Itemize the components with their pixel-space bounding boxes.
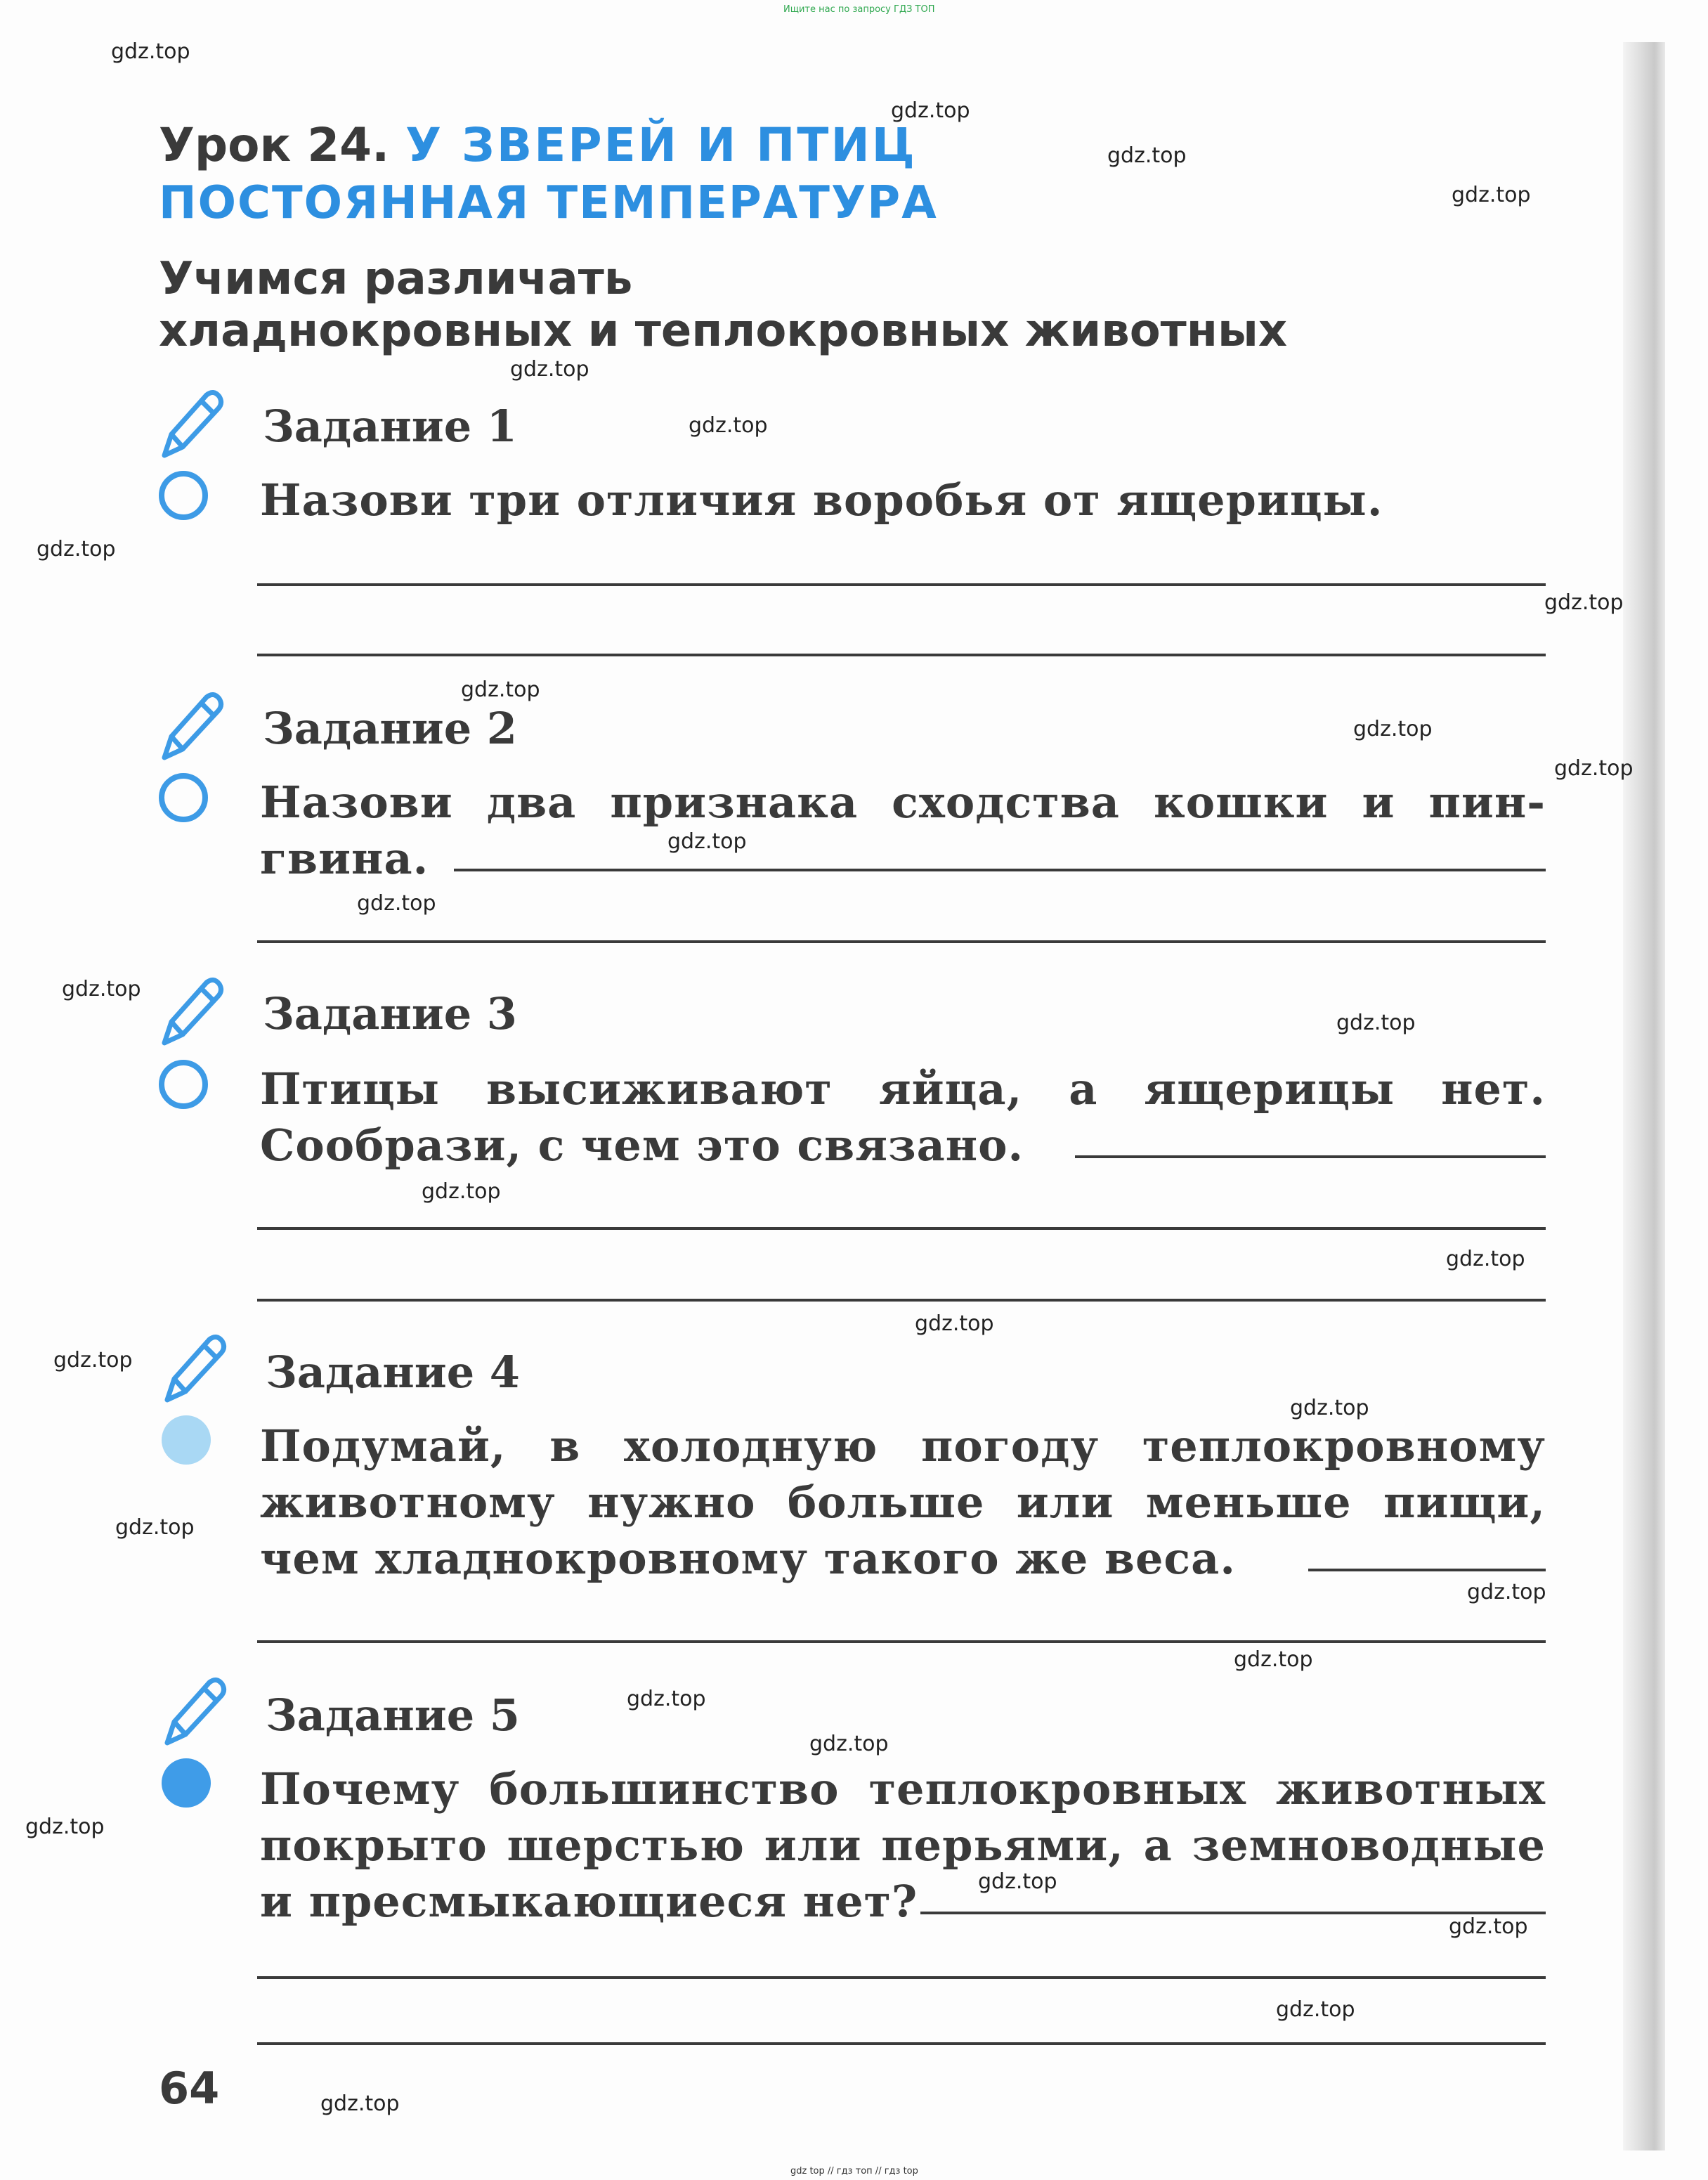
task-5-text-3: и пресмыкающиеся нет? [260,1876,918,1927]
task-3-heading: Задание 3 [263,988,517,1039]
page-number: 64 [159,2063,220,2114]
watermark: gdz.top [1544,590,1624,615]
lesson-number: Урок 24. [159,118,390,172]
task-5-text-2: покрыто шерстью или перьями, а земноводные [260,1819,1546,1871]
watermark: gdz.top [53,1348,133,1373]
watermark: gdz.top [627,1687,706,1711]
task-3-text: Птицы высиживают яйца, а ящерицы нет. [260,1063,1546,1115]
watermark: gdz.top [1290,1396,1369,1420]
pencil-icon [156,687,226,765]
task-1-marker [159,471,208,520]
answer-line[interactable] [257,1640,1546,1643]
task-3-marker [159,1060,208,1109]
task-4-marker [162,1415,211,1465]
answer-line[interactable] [257,1976,1546,1979]
answer-line[interactable] [257,583,1546,586]
footer-note[interactable]: gdz top // гдз топ // гдз top [790,2166,918,2176]
task-2-marker [159,773,208,822]
answer-line[interactable] [1308,1569,1546,1571]
lesson-subtitle-2: хладнокровных и теплокровных животных [159,305,1288,357]
answer-line[interactable] [257,1227,1546,1230]
pencil-icon [159,1330,229,1407]
task-3-text-2: Сообрази, с чем это связано. [260,1120,1024,1171]
task-1-heading: Задание 1 [263,401,517,452]
answer-line[interactable] [257,2042,1546,2045]
task-5-heading: Задание 5 [266,1689,520,1741]
answer-line[interactable] [257,654,1546,656]
watermark: gdz.top [320,2091,400,2116]
watermark: gdz.top [667,829,747,854]
watermark: gdz.top [1452,183,1531,207]
watermark: gdz.top [115,1515,195,1540]
watermark: gdz.top [689,413,768,438]
watermark: gdz.top [1107,143,1187,168]
watermark: gdz.top [510,357,589,382]
lesson-title-blue-1: У ЗВЕРЕЙ И ПТИЦ [405,118,917,172]
pencil-icon [156,973,226,1050]
watermark: gdz.top [1234,1647,1313,1672]
lesson-title [159,118,917,172]
watermark: gdz.top [1554,756,1634,781]
pencil-icon [156,385,226,462]
task-5-text: Почему большинство теплокровных животных [260,1763,1546,1815]
task-2-heading: Задание 2 [263,703,517,754]
answer-line[interactable] [257,1299,1546,1302]
watermark: gdz.top [422,1179,501,1204]
pencil-icon [159,1673,229,1750]
answer-line[interactable] [454,869,1546,871]
task-4-text: Подумай, в холодную погоду теплокровному [260,1420,1546,1472]
watermark: gdz.top [1276,1997,1355,2022]
watermark: gdz.top [1446,1247,1525,1271]
answer-line[interactable] [257,940,1546,943]
watermark: gdz.top [461,677,540,702]
answer-line[interactable] [1075,1155,1546,1158]
watermark: gdz.top [1467,1580,1546,1604]
task-1-text: Назови три отличия воробья от ящерицы. [260,474,1383,526]
watermark: gdz.top [1336,1011,1416,1035]
book-spine-shadow [1623,42,1665,2150]
task-4-heading: Задание 4 [266,1347,520,1398]
watermark: gdz.top [1353,717,1433,741]
watermark: gdz.top [978,1869,1057,1894]
watermark: gdz.top [891,98,970,123]
watermark: gdz.top [62,977,141,1001]
watermark: gdz.top [357,891,436,916]
lesson-title-blue-2: ПОСТОЯННАЯ ТЕМПЕРАТУРА [159,177,938,229]
task-4-text-3: чем хладнокровному такого же веса. [260,1533,1236,1584]
watermark: gdz.top [1449,1914,1528,1939]
watermark: gdz.top [809,1732,889,1756]
watermark: gdz.top [25,1815,105,1839]
task-2-text: Назови два признака сходства кошки и пин- [260,777,1546,828]
task-2-text-2: гвина. [260,833,429,884]
header-note[interactable]: Ищите нас по запросу ГДЗ ТОП [783,4,935,15]
task-4-text-2: животному нужно больше или меньше пищи, [260,1477,1546,1528]
task-5-marker [162,1758,211,1808]
watermark: gdz.top [915,1311,994,1336]
watermark: gdz.top [111,39,190,64]
watermark: gdz.top [37,537,116,562]
lesson-subtitle-1: Учимся различать [159,253,633,305]
